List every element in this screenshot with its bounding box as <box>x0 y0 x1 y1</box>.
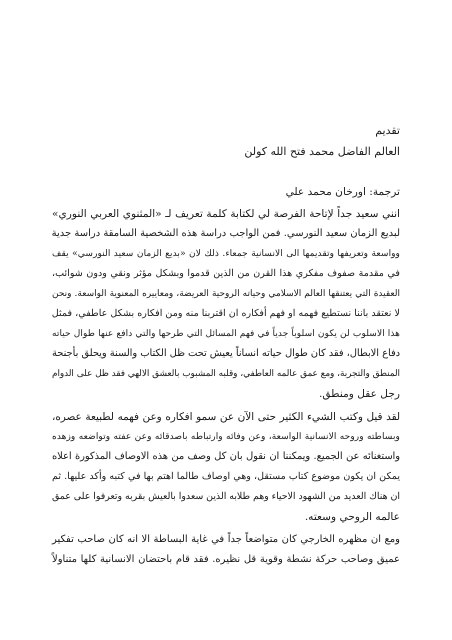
paragraph-1-line: المنطق والتجربة، ومع عمق عالمه العاطفي، وقلبه المشبوب بالعشق الالهي فقد ظل على الدوام <box>52 369 400 379</box>
paragraph-2-line: يمكن ان يكون موضوع كتاب مستقل، وهي اوصاف طالما اهتم بها في كتبه وأكد عليها. ثم <box>52 471 400 482</box>
paragraph-1-line: وواسعة وتعريفها وتقديمها الى الانسانية جمعاء. ذلك لان «بديع الزمان سعيد النورسي» يقف <box>52 248 400 259</box>
paragraph-2-line: عالمه الروحي وسعته. <box>304 511 400 523</box>
paragraph-1-line: في مقدمة صفوف مفكري هذا القرن من الذين قدموا وبشكل مؤثر ونقي ودون شوائب، <box>52 268 400 279</box>
section-title: تقديم <box>375 124 400 137</box>
paragraph-1-line: دفاع الابطال، فقد كان طوال حياته انساناً يعيش تحت ظل الكتاب والسنة ويحلق بأجنحة <box>52 348 400 359</box>
paragraph-3-line: عميق وصاحب حركة نشطة وقوية قل نظيره. فقد قام باحتضان الانسانية كلها متناولاً <box>52 554 400 565</box>
paragraph-1-line: انني سعيد جداً لإتاحة الفرصة لي لكتابة كلمة تعريف لـ «المثنوي العربي النوري» <box>52 208 400 220</box>
translator-line: ترجمة: اورخان محمد علي <box>285 186 400 198</box>
paragraph-1-line: رجل عقل ومنطق. <box>318 388 400 400</box>
paragraph-2-line: واستغنائه عن الجميع. ويمكننا ان نقول بان كل وصف من هذه الاوصاف المذكورة اعلاه <box>52 451 400 462</box>
paragraph-1-line: لبديع الزمان سعيد النورسي. فمن الواجب دراسة هذه الشخصية السامقة دراسة جدية <box>51 228 400 239</box>
paragraph-1-line: لا نعتقد باننا نستطيع فهمه او فهم أفكاره ان اقتربنا منه ومن افكاره بشكل عاطفي، فمثل <box>51 308 400 319</box>
paragraph-2-line: وبساطته وروحه الانسانية الواسعة، وعن وفائه وارتباطه باصدقائه وعن عفته وتواضعه وزهده <box>52 431 400 442</box>
paragraph-1-line: هذا الاسلوب لن يكون اسلوباً جدياً في فهم المسائل التي طرحها والتي دافع عنها طوال حياته <box>52 328 400 339</box>
paragraph-2-line: ان هناك العديد من الشهود الاحياء وهم طلابه الذين سعدوا بالعيش بقربه وتعرفوا على عمق <box>51 491 400 502</box>
paragraph-3-line: ومع ان مظهره الخارجي كان متواضعاً جداً في غاية البساطة الا انه كان صاحب تفكير <box>52 534 400 545</box>
paragraph-2-line: لقد قيل وكتب الشيء الكثير حتى الآن عن سمو افكاره وعن فهمه لطبيعة عصره، <box>52 411 400 423</box>
paragraph-1-line: العقيدة التي يعتنقها العالم الاسلامي وحياته الروحية العريضة، ومعاييره المعنوية الواسعة. ونحن <box>52 289 400 299</box>
author-line: العالم الفاضل محمد فتح الله كولن <box>244 145 400 158</box>
